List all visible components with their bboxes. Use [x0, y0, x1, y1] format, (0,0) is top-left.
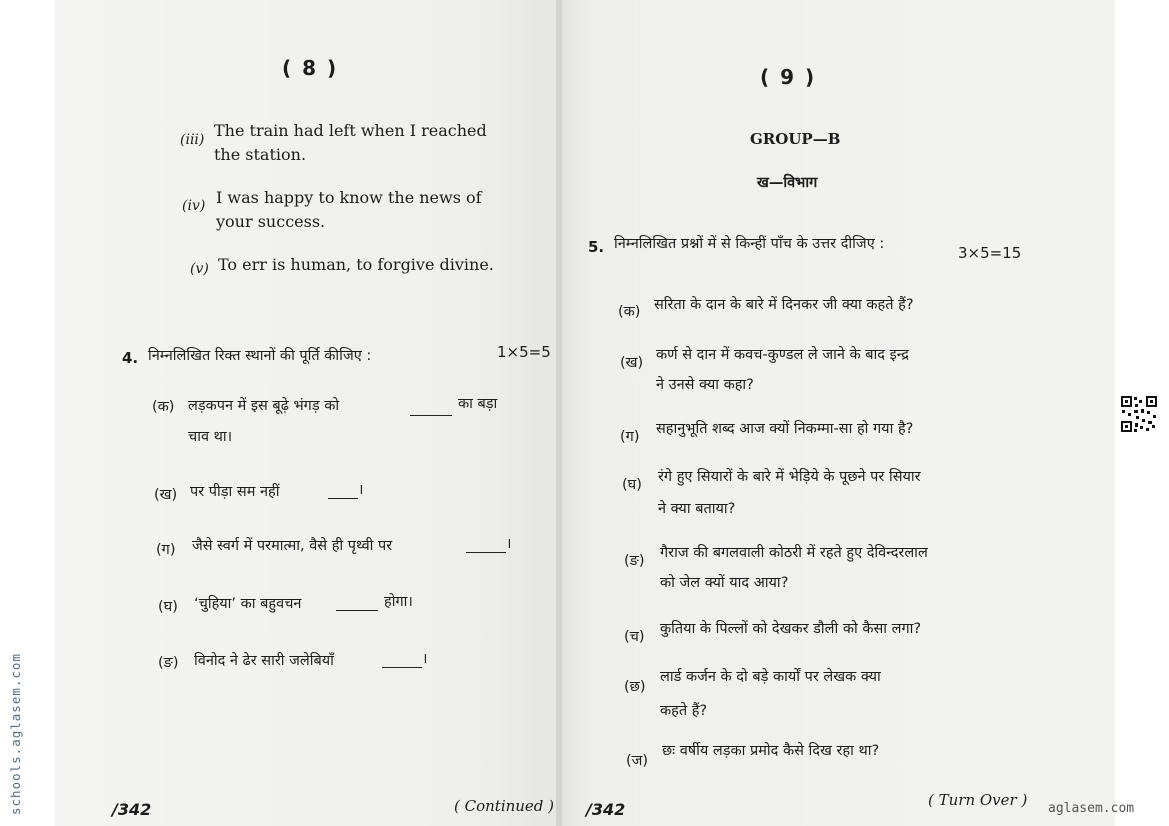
brand-watermark: aglasem.com — [1048, 801, 1135, 816]
left-page-number: ( 8 ) — [282, 56, 339, 80]
right-footer-note: ( Turn Over ) — [928, 791, 1028, 809]
group-title-hindi: ख—विभाग — [757, 175, 818, 191]
question-text: निम्नलिखित रिक्त स्थानों की पूर्ति कीजिए : — [148, 348, 372, 364]
left-footer-code: /342 — [112, 800, 152, 819]
sentence-number: (iii) — [180, 132, 205, 148]
item-label: (छ) — [624, 679, 646, 695]
right-page-number: ( 9 ) — [760, 65, 817, 89]
side-url-watermark: schools.aglasem.com — [8, 653, 23, 815]
question-number: 5. — [588, 238, 605, 256]
item-label: (ङ) — [158, 655, 179, 671]
item-text: पर पीड़ा सम नहीं — [190, 484, 280, 500]
item-text: लड़कपन में इस बूढ़े भंगड़ को — [188, 398, 340, 414]
item-text: । — [422, 651, 428, 667]
answer-blank — [382, 666, 422, 668]
sentence-line: The train had left when I reached — [214, 121, 487, 140]
item-label: (क) — [152, 399, 175, 415]
item-text: जैसे स्वर्ग में परमात्मा, वैसे ही पृथ्वी पर — [192, 538, 393, 554]
item-text: छः वर्षीय लड़का प्रमोद कैसे दिख रहा था? — [662, 743, 880, 759]
page-gutter — [556, 0, 562, 826]
sentence-line: To err is human, to forgive divine. — [218, 255, 494, 274]
sentence-line: I was happy to know the news of — [216, 188, 482, 207]
item-text: सहानुभूति शब्द आज क्यों निकम्मा-सा हो गया है? — [656, 421, 914, 437]
item-text: । — [506, 536, 512, 552]
answer-blank — [466, 551, 506, 553]
item-text: लार्ड कर्जन के दो बड़े कार्यों पर लेखक क्या — [660, 669, 881, 685]
question-number: 4. — [122, 349, 139, 367]
item-text: कर्ण से दान में कवच-कुण्डल ले जाने के बाद इन्द्र — [656, 347, 909, 363]
answer-blank — [410, 414, 452, 416]
item-text: होगा। — [384, 594, 413, 610]
question-marks: 1×5=5 — [497, 343, 551, 361]
item-label: (च) — [624, 629, 645, 645]
question-marks: 3×5=15 — [958, 244, 1022, 262]
item-text: ‘चुहिया’ का बहुवचन — [194, 596, 302, 612]
item-text: का बड़ा — [458, 396, 498, 412]
item-label: (ख) — [620, 355, 644, 371]
item-text: । — [358, 482, 364, 498]
item-text: ने उनसे क्या कहा? — [656, 377, 754, 393]
right-footer-code: /342 — [586, 800, 626, 819]
item-text: कहते हैं? — [660, 703, 708, 719]
qr-code-icon — [1120, 395, 1158, 433]
question-text: निम्नलिखित प्रश्नों में से किन्हीं पाँच के उत्तर दीजिए : — [614, 236, 885, 252]
item-text: गैराज की बगलवाली कोठरी में रहते हुए देविन्दरलाल — [660, 545, 928, 561]
sentence-line: the station. — [214, 145, 307, 164]
answer-blank — [328, 497, 358, 499]
item-label: (घ) — [622, 477, 642, 493]
sentence-line: your success. — [216, 212, 326, 231]
item-label: (ग) — [620, 429, 640, 445]
item-text: रंगे हुए सियारों के बारे में भेड़िये के पूछने पर सियार — [658, 469, 921, 485]
sentence-number: (iv) — [182, 198, 206, 214]
item-text: सरिता के दान के बारे में दिनकर जी क्या कहते हैं? — [654, 297, 914, 313]
item-label: (ग) — [156, 542, 176, 558]
item-text: ने क्या बताया? — [658, 501, 736, 517]
item-label: (घ) — [158, 599, 178, 615]
item-label: (क) — [618, 304, 641, 320]
sentence-number: (v) — [190, 261, 209, 277]
item-text: विनोद ने ढेर सारी जलेबियाँ — [194, 653, 334, 669]
item-label: (ख) — [154, 487, 178, 503]
item-text: कुतिया के पिल्लों को देखकर डौली को कैसा लगा? — [660, 621, 922, 637]
item-text: को जेल क्यों याद आया? — [660, 575, 789, 591]
right-page — [560, 0, 1115, 826]
group-title: GROUP—B — [750, 130, 841, 148]
item-label: (ज) — [626, 753, 649, 769]
answer-blank — [336, 609, 378, 611]
left-footer-note: ( Continued ) — [454, 797, 555, 815]
item-text-line2: चाव था। — [188, 429, 233, 445]
item-label: (ङ) — [624, 553, 645, 569]
